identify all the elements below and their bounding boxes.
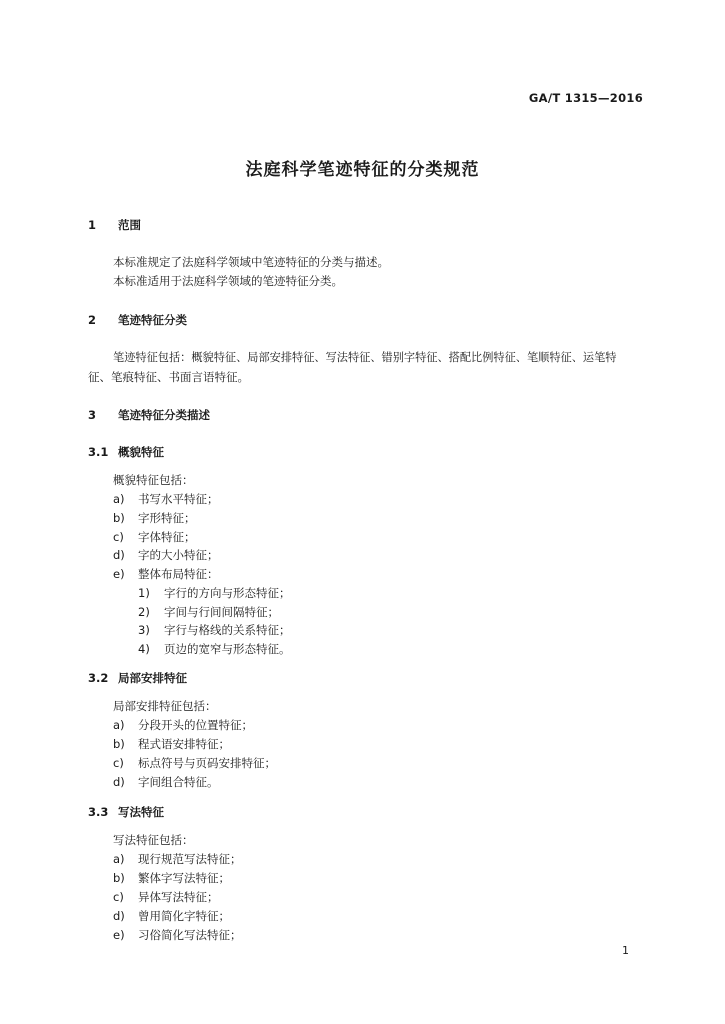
paragraph-continuation: 征、笔痕特征、书面言语特征。 (88, 370, 249, 384)
section-1-heading (88, 217, 141, 233)
section-number: 3 (88, 408, 97, 422)
list-text: 书写水平特征； (138, 492, 219, 506)
section-3-heading (88, 407, 210, 423)
list-text: 字间组合特征。 (138, 775, 219, 789)
list-item (113, 755, 276, 771)
list-intro: 概貌特征包括： (113, 473, 194, 487)
list-text: 整体布局特征： (138, 567, 219, 581)
section-title: 概貌特征 (118, 445, 164, 459)
list-item (113, 736, 230, 752)
sub-list-item (138, 604, 279, 620)
list-label: b) (113, 737, 125, 751)
list-text: 页边的宽窄与形态特征。 (164, 642, 291, 656)
paragraph: 本标准适用于法庭科学领域的笔迹特征分类。 (113, 274, 343, 288)
section-number: 3.1 (88, 445, 109, 459)
list-text: 标点符号与页码安排特征； (138, 756, 276, 770)
list-item (113, 510, 196, 526)
list-label: b) (113, 511, 125, 525)
list-text: 现行规范写法特征； (138, 852, 242, 866)
list-text: 异体写法特征； (138, 890, 219, 904)
section-number: 3.3 (88, 805, 109, 819)
paragraph: 本标准规定了法庭科学领域中笔迹特征的分类与描述。 (113, 255, 389, 269)
list-label: c) (113, 756, 124, 770)
list-item (113, 889, 219, 905)
list-label: 4) (138, 642, 150, 656)
list-item (113, 717, 253, 733)
sub-list-item (138, 641, 291, 657)
list-label: e) (113, 928, 125, 942)
list-label: 1) (138, 586, 150, 600)
list-text: 字形特征； (138, 511, 196, 525)
list-item (113, 927, 242, 943)
page-number: 1 (622, 944, 629, 957)
section-title: 局部安排特征 (118, 671, 187, 685)
list-item (113, 870, 230, 886)
list-item (113, 851, 242, 867)
list-label: c) (113, 890, 124, 904)
list-label: 2) (138, 605, 150, 619)
list-item (113, 547, 219, 563)
list-text: 字间与行间间隔特征； (164, 605, 279, 619)
list-item (113, 774, 219, 790)
section-number: 1 (88, 218, 97, 232)
sub-list-item (138, 622, 291, 638)
section-2-heading (88, 312, 187, 328)
list-label: b) (113, 871, 125, 885)
section-title: 写法特征 (118, 805, 164, 819)
list-label: d) (113, 909, 125, 923)
list-label: a) (113, 492, 125, 506)
list-text: 繁体字写法特征； (138, 871, 230, 885)
list-label: a) (113, 718, 125, 732)
list-text: 字行的方向与形态特征； (164, 586, 291, 600)
sub-list-item (138, 585, 291, 601)
list-text: 程式语安排特征； (138, 737, 230, 751)
subsection-3-1-heading (88, 444, 164, 460)
paragraph: 笔迹特征包括：概貌特征、局部安排特征、写法特征、错别字特征、搭配比例特征、笔顺特征、运笔特 (113, 351, 617, 364)
document-title: 法庭科学笔迹特征的分类规范 (245, 160, 480, 180)
list-text: 字体特征； (138, 530, 196, 544)
list-label: 3) (138, 623, 150, 637)
list-label: e) (113, 567, 125, 581)
list-item (113, 529, 196, 545)
section-title: 笔迹特征分类 (118, 313, 187, 327)
list-label: d) (113, 775, 125, 789)
section-number: 3.2 (88, 671, 109, 685)
list-text: 字行与格线的关系特征； (164, 623, 291, 637)
list-text: 曾用简化字特征； (138, 909, 230, 923)
standard-code: GA/T 1315—2016 (528, 91, 643, 105)
section-title: 笔迹特征分类描述 (118, 408, 210, 422)
list-text: 习俗简化写法特征； (138, 928, 242, 942)
list-label: a) (113, 852, 125, 866)
list-item (113, 566, 219, 582)
section-title: 范围 (118, 218, 141, 232)
list-label: d) (113, 548, 125, 562)
list-text: 分段开头的位置特征； (138, 718, 253, 732)
list-item (113, 491, 219, 507)
subsection-3-2-heading (88, 670, 187, 686)
section-number: 2 (88, 313, 97, 327)
list-label: c) (113, 530, 124, 544)
list-text: 字的大小特征； (138, 548, 219, 562)
list-intro: 写法特征包括： (113, 833, 194, 847)
list-intro: 局部安排特征包括： (113, 699, 217, 713)
list-item (113, 908, 230, 924)
subsection-3-3-heading (88, 804, 164, 820)
